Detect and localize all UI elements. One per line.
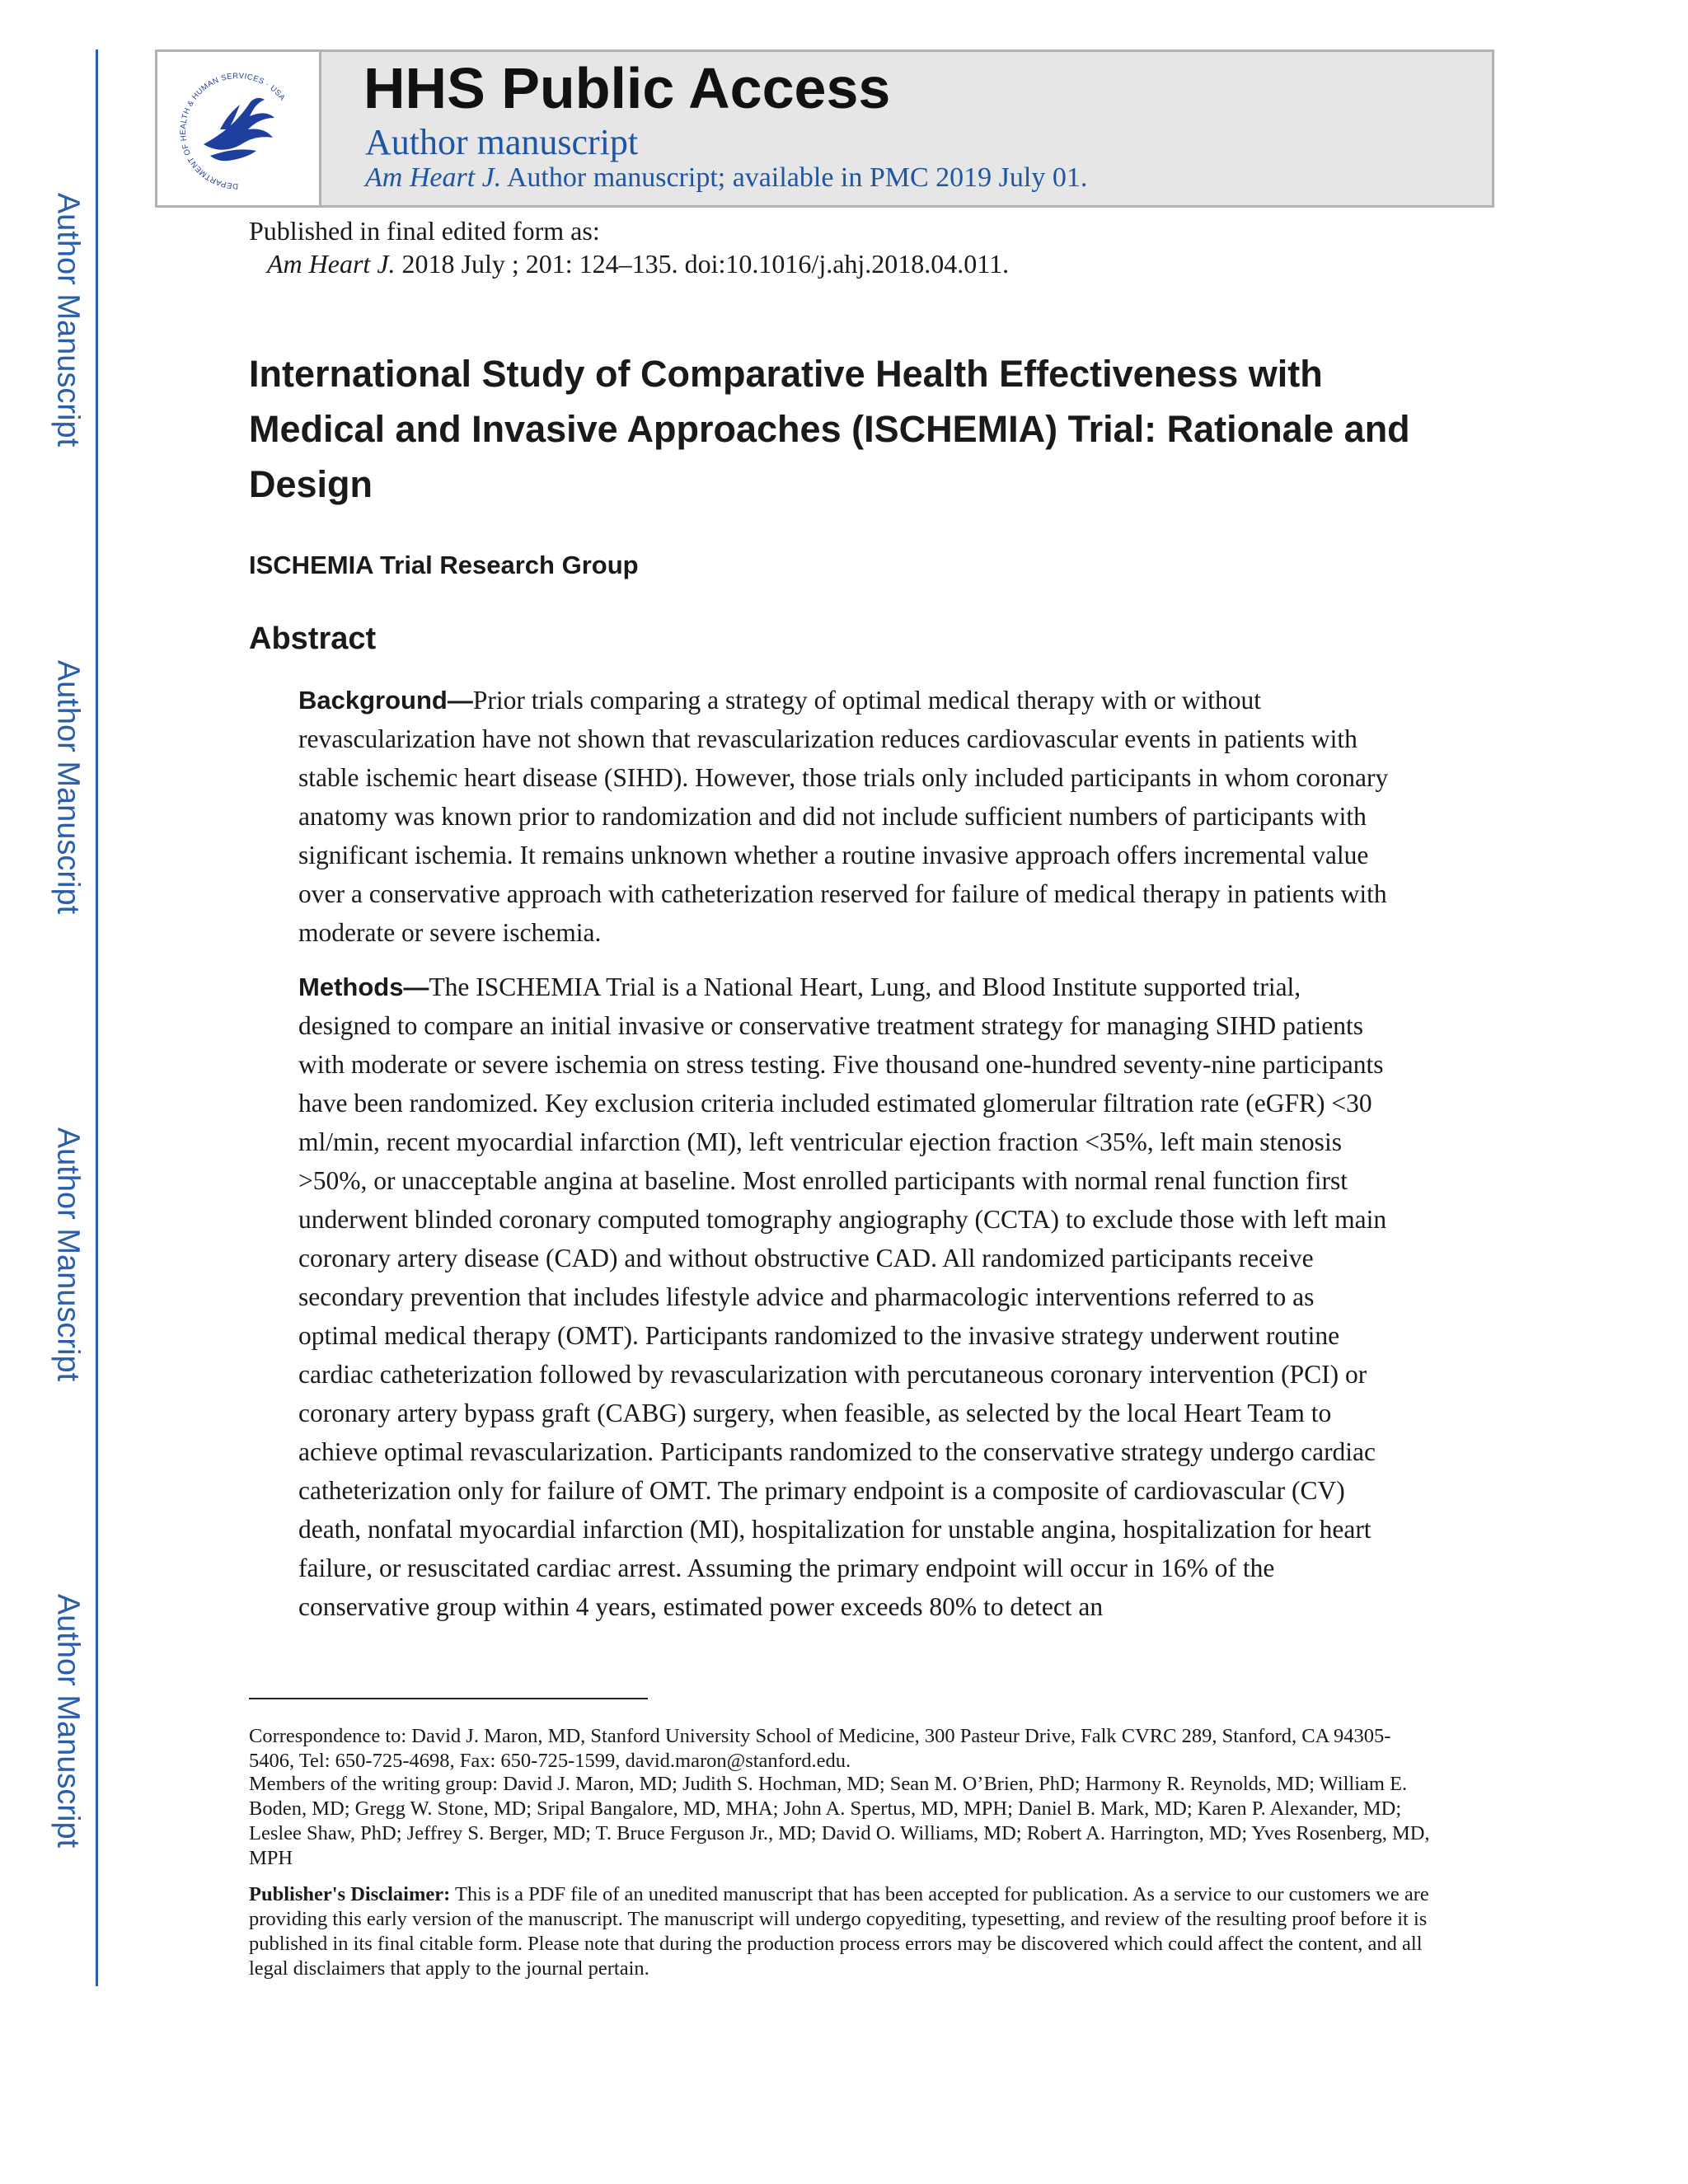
footnote-divider	[249, 1698, 648, 1699]
correspondence-note: Correspondence to: David J. Maron, MD, Stanford University School of Medicine, 300 Pasteur Drive, Falk CVRC 289, Stanford, CA 94305-5406, Tel: 650-725-4698, Fax: 650-725-1599, david.maron@stanford.edu.	[249, 1725, 1391, 1772]
hhs-header	[155, 49, 1494, 208]
svg-text:DEPARTMENT OF HEALTH & HUMAN S: DEPARTMENT OF HEALTH & HUMAN SERVICES · USA	[178, 71, 288, 191]
citation-details: 2018 July ; 201: 124–135. doi:10.1016/j.ahj.2018.04.011.	[401, 249, 1010, 279]
sidebar-rule	[96, 49, 98, 1986]
published-label: Published in final edited form as:	[249, 216, 600, 246]
publication-citation	[267, 249, 1009, 279]
hhs-eagle-seal-icon	[171, 65, 306, 194]
hhs-subtitle: Author manuscript	[365, 122, 639, 162]
hhs-title: HHS Public Access	[363, 56, 891, 120]
methods-text: The ISCHEMIA Trial is a National Heart, Lung, and Blood Institute supported trial, designed to compare an initial invasive or conservative treatment strategy for managing SIHD patients with moderate or severe ischemia on stress testing. Five thousand one-hundred seventy-nine participants have been randomized. Key exclusion criteria included estimated glomerular filtration rate (eGFR) <30 ml/min, recent myocardial infarction (MI), left ventricular ejection fraction <35%, left main stenosis >50%, or unacceptable angina at baseline. Most enrolled participants with normal renal function first underwent blinded coronary computed tomography angiography (CCTA) to exclude those with left main coronary artery disease (CAD) and without obstructive CAD. All randomized participants receive secondary prevention that includes lifestyle advice and pharmacologic interventions referred to as optimal medical therapy (OMT). Participants randomized to the invasive strategy underwent routine cardiac catheterization followed by revascularization with percutaneous coronary intervention (PCI) or coronary artery bypass graft (CABG) surgery, when feasible, as selected by the local Heart Team to achieve optimal revascularization. Participants randomized to the conservative strategy undergo cardiac catheterization only for failure of OMT. The primary endpoint is a composite of cardiovascular (CV) death, nonfatal myocardial infarction (MI), hospitalization for unstable angina, hospitalization for heart failure, or resuscitated cardiac arrest. Assuming the primary endpoint will occur in 16% of the conservative group within 4 years, estimated power exceeds 80% to detect an	[298, 972, 1387, 1621]
journal-name: Am Heart J.	[365, 162, 502, 193]
hhs-availability	[365, 162, 1087, 194]
article-authors: ISCHEMIA Trial Research Group	[249, 551, 639, 579]
methods-label: Methods—	[298, 972, 429, 1001]
citation-journal: Am Heart J.	[267, 249, 396, 279]
hhs-logo	[157, 52, 321, 205]
abstract-heading: Abstract	[249, 621, 377, 656]
writing-group-note: Members of the writing group: David J. Maron, MD; Judith S. Hochman, MD; Sean M. O’Brien, PhD; Harmony R. Reynolds, MD; William E. Boden, MD; Gregg W. Stone, MD; Sripal Bangalore, MD, MHA; John A. Spertus, MD, MPH; Daniel B. Mark, MD; Karen P. Alexander, MD; Leslee Shaw, PhD; Jeffrey S. Berger, MD; T. Bruce Ferguson Jr., MD; David O. Williams, MD; Robert A. Harrington, MD; Yves Rosenberg, MD, MPH	[249, 1773, 1430, 1869]
background-label: Background—	[298, 686, 473, 715]
disclaimer-text: This is a PDF file of an unedited manuscript that has been accepted for publication. As a service to our customers we are providing this early version of the manuscript. The manuscript will undergo copyediting, typesetting, and review of the resulting proof before it is published in its final citable form. Please note that during the production process errors may be discovered which could affect the content, and all legal disclaimers that apply to the journal pertain.	[249, 1883, 1429, 1980]
abstract-methods	[298, 968, 1395, 1626]
article-title: International Study of Comparative Health Effectiveness with Medical and Invasive Approaches (ISCHEMIA) Trial: Rationale and Design	[249, 353, 1410, 505]
availability-text: Author manuscript; available in PMC 2019 July 01.	[506, 162, 1088, 193]
publisher-disclaimer	[249, 1882, 1436, 1981]
background-text: Prior trials comparing a strategy of optimal medical therapy with or without revascularization have not shown that revascularization reduces cardiovascular events in patients with stable ischemic heart disease (SIHD). However, those trials only included participants in whom coronary anatomy was known prior to randomization and did not include sufficient numbers of participants with significant ischemia. It remains unknown whether a routine invasive approach offers incremental value over a conservative approach with catheterization reserved for failure of medical therapy in patients with moderate or severe ischemia.	[298, 686, 1389, 947]
abstract-background	[298, 681, 1395, 952]
disclaimer-label: Publisher's Disclaimer:	[249, 1883, 451, 1905]
